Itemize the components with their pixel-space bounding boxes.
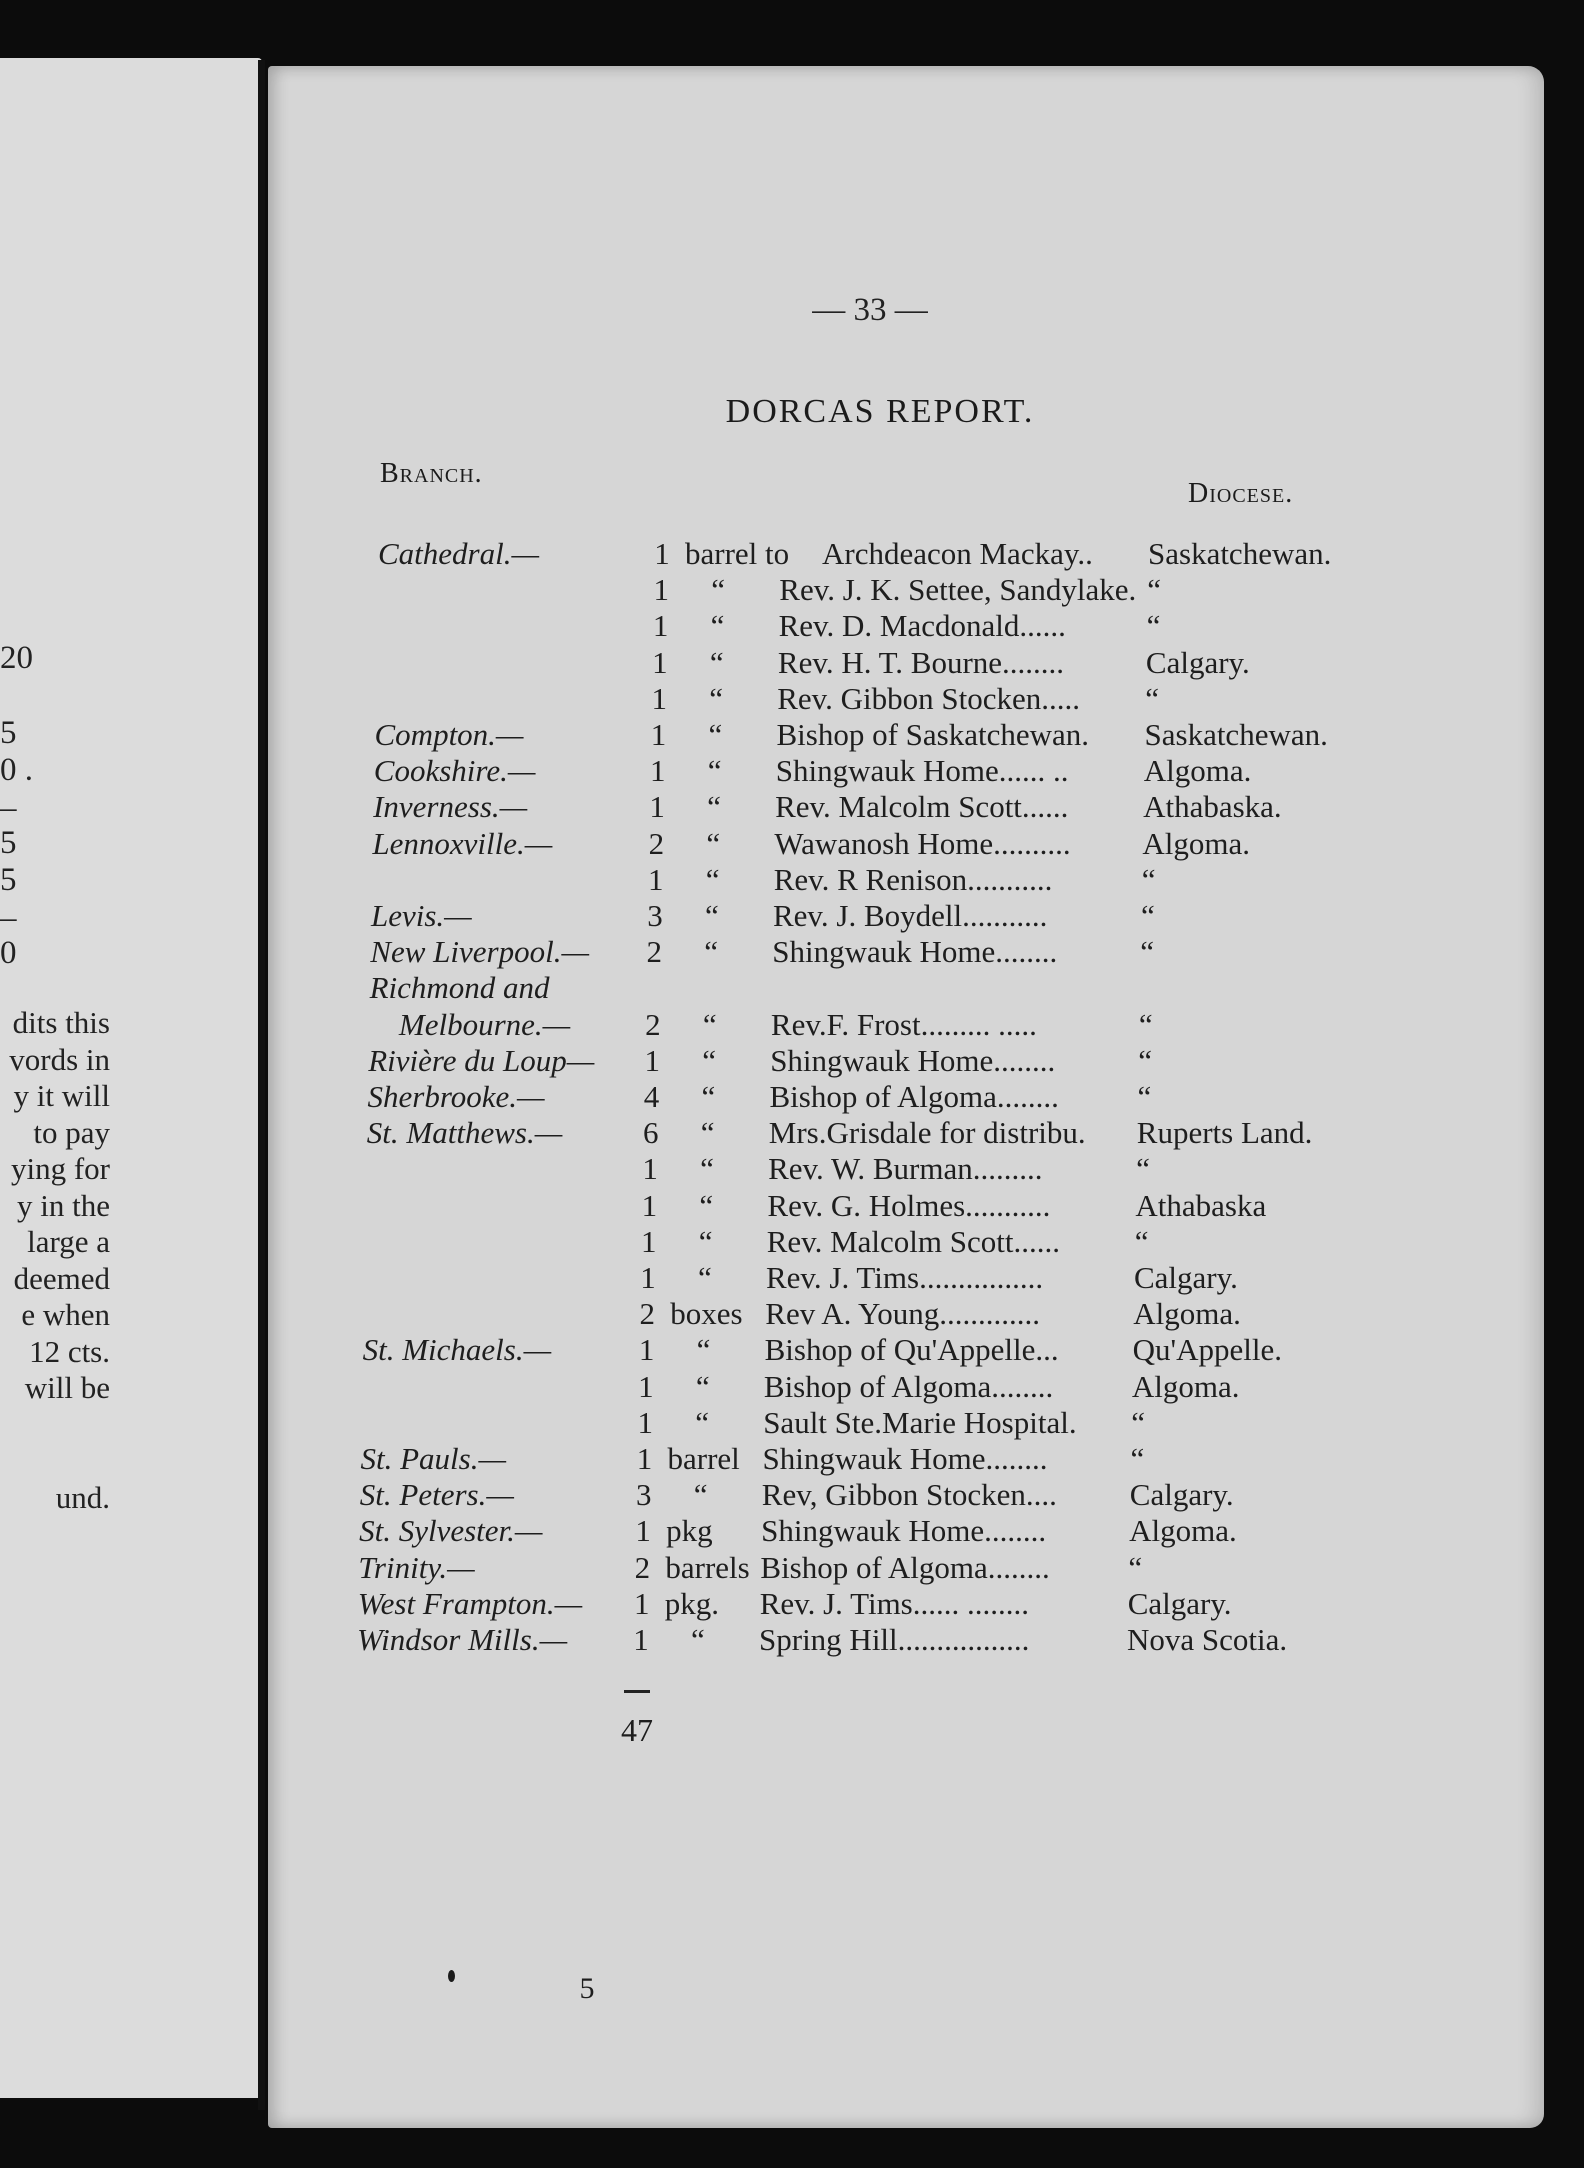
recipient-cell: Rev. H. T. Bourne........: [777, 644, 1065, 680]
recipient-cell: Rev. R Renison...........: [773, 861, 1053, 897]
quantity-cell: 1: [644, 1042, 660, 1078]
quantity-cell: 1: [654, 536, 670, 571]
unit-cell: “: [705, 898, 719, 933]
diocese-cell: Athabaska: [1135, 1187, 1267, 1223]
diocese-cell: Nova Scotia.: [1127, 1622, 1288, 1657]
report-row: [0, 608, 1584, 644]
diocese-cell: “: [1138, 1006, 1153, 1042]
diocese-cell: Qu'Appelle.: [1132, 1332, 1282, 1368]
report-row: [0, 681, 1584, 717]
unit-cell: “: [701, 1079, 716, 1114]
unit-cell: barrel: [667, 1441, 740, 1476]
report-row: [0, 753, 1584, 789]
facing-page-fragment: 5: [0, 862, 17, 898]
report-row: [0, 1115, 1584, 1151]
facing-page-line: to pay: [33, 1114, 110, 1150]
recipient-cell: Shingwauk Home........: [762, 1441, 1048, 1476]
branch-cell: St. Sylvester.—: [359, 1513, 543, 1549]
recipient-cell: Rev, Gibbon Stocken....: [761, 1477, 1057, 1513]
quantity-cell: 1: [638, 1332, 655, 1368]
diocese-cell: “: [1141, 898, 1155, 933]
quantity-cell: 1: [635, 1513, 651, 1549]
facing-page-line: und.: [55, 1479, 110, 1515]
unit-cell: “: [695, 1404, 709, 1440]
report-row: [0, 934, 1584, 970]
recipient-cell: Shingwauk Home........: [772, 934, 1058, 970]
branch-cell: Cookshire.—: [373, 753, 536, 789]
recipient-cell: Rev. D. Macdonald......: [778, 608, 1066, 644]
report-row: [0, 1043, 1584, 1079]
report-row: [0, 1296, 1584, 1332]
unit-cell: pkg: [666, 1513, 713, 1549]
unit-cell: “: [698, 1260, 712, 1295]
diocese-cell: Algoma.: [1131, 1368, 1240, 1404]
recipient-cell: Rev. Malcolm Scott......: [775, 789, 1069, 825]
quantity-cell: 2: [648, 825, 665, 861]
facing-page-line: e when: [21, 1297, 110, 1332]
unit-cell: boxes: [670, 1296, 743, 1332]
branch-cell: St. Peters.—: [359, 1477, 514, 1513]
report-title: DORCAS REPORT.: [725, 393, 1035, 430]
quantity-cell: 1: [650, 753, 666, 789]
diocese-cell: “: [1140, 934, 1155, 970]
recipient-cell: Archdeacon Mackay..: [822, 536, 1093, 571]
quantity-cell: 4: [643, 1079, 660, 1114]
diocese-cell: Calgary.: [1129, 1477, 1234, 1513]
report-row: [0, 1441, 1584, 1477]
recipient-cell: Bishop of Algoma........: [769, 1079, 1059, 1114]
branch-cell: Richmond and: [369, 970, 550, 1006]
page-number: — 33 —: [812, 292, 928, 328]
recipient-cell: Bishop of Qu'Appelle...: [764, 1332, 1059, 1368]
report-row: [0, 1622, 1584, 1658]
recipient-cell: Sault Ste.Marie Hospital.: [763, 1404, 1077, 1440]
quantity-cell: 2: [634, 1549, 651, 1585]
diocese-cell: “: [1137, 1079, 1152, 1114]
facing-page-line: ying for: [10, 1151, 110, 1186]
report-row: [0, 1586, 1584, 1622]
report-row: [0, 1079, 1584, 1115]
recipient-cell: Mrs.Grisdale for distribu.: [768, 1115, 1086, 1151]
unit-cell: “: [693, 1477, 708, 1513]
recipient-cell: Rev. J. Boydell...........: [773, 898, 1048, 933]
quantity-cell: 3: [647, 898, 663, 933]
report-row: [0, 789, 1584, 825]
report-row: [0, 1405, 1584, 1441]
quantity-cell: 1: [641, 1187, 658, 1223]
quantity-cell: 1: [653, 572, 670, 608]
diocese-cell: “: [1131, 1404, 1145, 1440]
diocese-cell: Algoma.: [1142, 825, 1251, 861]
total-count: 47: [621, 1712, 653, 1748]
quantity-cell: 3: [636, 1477, 652, 1513]
unit-cell: “: [702, 1042, 716, 1078]
unit-cell: “: [707, 753, 722, 789]
unit-cell: “: [695, 1368, 710, 1404]
recipient-cell: Rev. J. Tims...... ........: [759, 1585, 1029, 1621]
recipient-cell: Bishop of Saskatchewan.: [776, 717, 1090, 752]
report-row: [0, 536, 1584, 572]
unit-cell: “: [706, 825, 721, 861]
facing-page-fragment: 0 .: [0, 752, 33, 788]
unit-cell: “: [700, 1115, 715, 1151]
diocese-cell: “: [1138, 1042, 1152, 1078]
unit-cell: barrels: [665, 1549, 750, 1585]
facing-page-fragment: 5: [0, 715, 17, 751]
facing-page-line: y it will: [13, 1078, 110, 1113]
facing-page-line: dits this: [12, 1005, 110, 1040]
branch-cell: New Liverpool.—: [370, 934, 590, 970]
facing-page-fragment: 0: [0, 935, 17, 971]
report-row: [0, 1369, 1584, 1405]
branch-cell: Compton.—: [374, 717, 524, 752]
diocese-cell: Algoma.: [1129, 1513, 1237, 1549]
facing-page-line: vords in: [9, 1041, 110, 1077]
facing-page-fragment: –: [0, 900, 17, 936]
quantity-cell: 1: [651, 680, 667, 716]
facing-page-fragment: 5: [0, 825, 17, 861]
facing-page-line: will be: [24, 1370, 110, 1405]
quantity-cell: 1: [633, 1622, 649, 1657]
recipient-cell: Rev. Gibbon Stocken.....: [777, 680, 1080, 716]
unit-cell: “: [698, 1223, 713, 1259]
recipient-cell: Bishop of Algoma........: [760, 1549, 1050, 1585]
diocese-cell: “: [1130, 1441, 1145, 1476]
report-row: [0, 1260, 1584, 1296]
branch-cell: St. Pauls.—: [360, 1441, 507, 1476]
quantity-cell: 2: [639, 1296, 656, 1332]
unit-cell: “: [704, 934, 719, 970]
facing-page-line: large a: [27, 1224, 110, 1259]
branch-cell: Trinity.—: [358, 1549, 475, 1585]
report-row: [0, 826, 1584, 862]
diocese-cell: “: [1128, 1549, 1143, 1585]
branch-cell: Melbourne.—: [398, 1006, 571, 1042]
signature-number: 5: [579, 1972, 595, 2005]
unit-cell: “: [711, 572, 726, 608]
recipient-cell: Rev A. Young.............: [765, 1296, 1041, 1332]
report-row: [0, 1513, 1584, 1549]
recipient-cell: Rev. W. Burman.........: [768, 1151, 1043, 1187]
unit-cell: “: [699, 1187, 714, 1223]
report-row: [0, 1188, 1584, 1224]
recipient-cell: Rev. J. Tims................: [766, 1260, 1044, 1295]
diocese-cell: Athabaska.: [1143, 789, 1282, 825]
branch-cell: Windsor Mills.—: [357, 1622, 568, 1657]
diocese-cell: Calgary.: [1134, 1260, 1238, 1295]
quantity-cell: 1: [652, 608, 669, 644]
unit-cell: pkg.: [664, 1585, 719, 1621]
quantity-cell: 2: [646, 934, 663, 970]
branch-cell: West Frampton.—: [357, 1585, 583, 1621]
quantity-cell: 6: [643, 1115, 659, 1151]
branch-cell: St. Michaels.—: [362, 1332, 552, 1368]
branch-cell: Sherbrooke.—: [367, 1079, 545, 1114]
unit-cell: “: [700, 1151, 714, 1187]
recipient-cell: Shingwauk Home........: [761, 1513, 1047, 1549]
diocese-cell: Calgary.: [1127, 1585, 1232, 1621]
quantity-cell: 1: [650, 717, 667, 752]
diocese-cell: Saskatchewan.: [1148, 536, 1332, 571]
diocese-cell: Algoma.: [1143, 753, 1252, 789]
diocese-cell: “: [1147, 572, 1162, 608]
report-row: [0, 1477, 1584, 1513]
unit-cell: “: [710, 608, 725, 644]
unit-cell: “: [707, 789, 721, 825]
quantity-cell: 1: [647, 861, 664, 897]
report-row: [0, 1332, 1584, 1368]
report-row: [0, 898, 1584, 934]
diocese-cell: Algoma.: [1133, 1296, 1241, 1332]
recipient-cell: Shingwauk Home........: [770, 1042, 1056, 1078]
branch-cell: Inverness.—: [373, 789, 528, 825]
quantity-cell: 1: [640, 1260, 656, 1295]
facing-page-line: y in the: [17, 1187, 110, 1223]
unit-cell: “: [705, 861, 720, 897]
total-rule: [624, 1690, 650, 1693]
report-row: [0, 1007, 1584, 1043]
diocese-column-header: Diocese.: [1188, 478, 1294, 509]
recipient-cell: Shingwauk Home...... ..: [775, 753, 1069, 789]
report-row: [0, 1151, 1584, 1187]
recipient-cell: Rev. J. K. Settee, Sandylake.: [779, 572, 1137, 608]
branch-cell: Lennoxville.—: [372, 825, 553, 861]
report-row: [0, 1550, 1584, 1586]
diocese-cell: Calgary.: [1145, 644, 1250, 680]
report-row: [0, 862, 1584, 898]
branch-cell: St. Matthews.—: [366, 1115, 563, 1151]
quantity-cell: 1: [636, 1441, 653, 1476]
report-row: [0, 970, 1584, 1006]
branch-cell: Cathedral.—: [378, 536, 540, 571]
quantity-cell: 1: [640, 1223, 657, 1259]
branch-column-header: Branch.: [380, 458, 483, 489]
diocese-cell: “: [1134, 1223, 1149, 1259]
branch-cell: Levis.—: [371, 898, 472, 933]
unit-cell: “: [691, 1622, 705, 1657]
unit-cell: “: [709, 644, 724, 680]
report-row: [0, 1224, 1584, 1260]
ink-speck: [448, 1970, 455, 1982]
diocese-cell: “: [1141, 861, 1156, 897]
facing-page-fragment: –: [0, 790, 17, 826]
unit-cell: “: [709, 680, 723, 716]
facing-page-fragment: 20: [0, 640, 33, 676]
report-row: [0, 717, 1584, 753]
unit-cell: barrel to: [685, 536, 790, 571]
report-row: [0, 645, 1584, 681]
unit-cell: “: [702, 1006, 717, 1042]
recipient-cell: Bishop of Algoma........: [763, 1368, 1054, 1404]
diocese-cell: “: [1146, 608, 1161, 644]
quantity-cell: 2: [645, 1006, 661, 1042]
branch-cell: Rivière du Loup—: [368, 1042, 595, 1078]
unit-cell: “: [708, 717, 723, 752]
diocese-cell: “: [1145, 680, 1159, 716]
recipient-cell: Rev. G. Holmes...........: [767, 1187, 1051, 1223]
recipient-cell: Rev.F. Frost......... .....: [770, 1006, 1037, 1042]
facing-page-line: 12 cts.: [29, 1333, 110, 1369]
quantity-cell: 1: [633, 1585, 650, 1621]
facing-page-line: deemed: [13, 1260, 110, 1296]
quantity-cell: 1: [642, 1151, 658, 1187]
diocese-cell: Ruperts Land.: [1136, 1115, 1313, 1151]
quantity-cell: 1: [649, 789, 665, 825]
quantity-cell: 1: [638, 1368, 654, 1404]
unit-cell: “: [696, 1332, 711, 1368]
recipient-cell: Spring Hill.................: [759, 1622, 1030, 1657]
quantity-cell: 1: [637, 1404, 653, 1440]
quantity-cell: 1: [652, 644, 668, 680]
recipient-cell: Rev. Malcolm Scott......: [766, 1223, 1061, 1259]
recipient-cell: Wawanosh Home..........: [774, 825, 1071, 861]
diocese-cell: “: [1136, 1151, 1150, 1187]
diocese-cell: Saskatchewan.: [1144, 717, 1328, 752]
report-row: [0, 572, 1584, 608]
